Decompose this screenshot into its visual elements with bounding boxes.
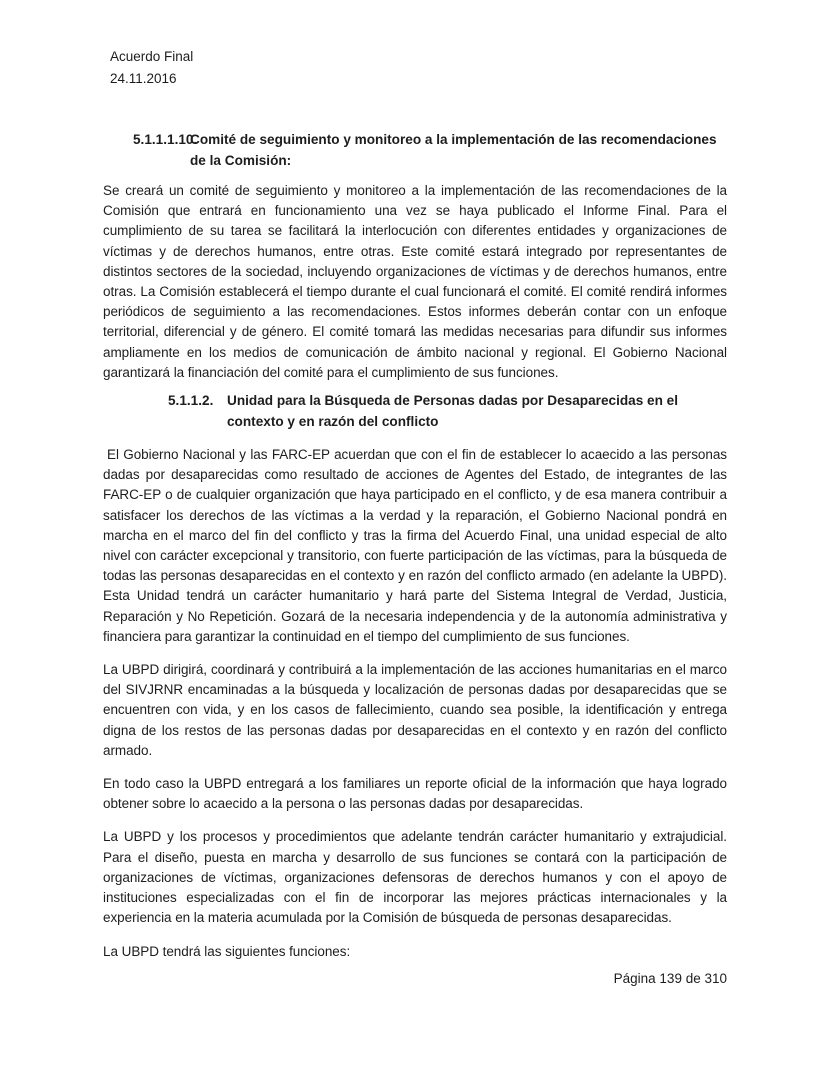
page-number: Página 139 de 310 <box>613 970 727 986</box>
document-body <box>103 130 727 989</box>
body-paragraph-1: Se creará un comité de seguimiento y monitoreo a la implementación de las recomendaciones de la Comisión que entrará en funcionamiento una vez se haya publicado el Informe Final. Para el cumplimiento de su tarea se facilitará la interlocución con diferentes entidades y organizaciones de víctimas y de derechos humanos, entre otras. Este comité estará integrado por representantes de distintos sectores de la sociedad, incluyendo organizaciones de víctimas y de derechos humanos, entre otras. La Comisión establecerá el tiempo durante el cual funcionará el comité. El comité rendirá informes periódicos de seguimiento a las recomendaciones. Estos informes deberán contar con un enfoque territorial, diferencial y de género. El comité tomará las medidas necesarias para difundir sus informes ampliamente en los medios de comunicación de ámbito nacional y regional. El Gobierno Nacional garantizará la financiación del comité para el cumplimiento de sus funciones. <box>103 183 727 380</box>
body-paragraph-6: La UBPD tendrá las siguientes funciones: <box>103 943 351 959</box>
document-header-date: 24.11.2016 <box>110 70 177 86</box>
section-heading-committee <box>133 130 727 171</box>
document-header <box>110 46 193 89</box>
body-paragraph-5: La UBPD y los procesos y procedimientos que adelante tendrán carácter humanitario y extrajudicial. Para el diseño, puesta en marcha y desarrollo de sus funciones se contará con la participación de organizaciones de víctimas, organizaciones defensoras de derechos humanos y con el apoyo de instituciones especializadas con el fin de incorporar las mejores prácticas internacionales y la experiencia en la materia acumulada por la Comisión de búsqueda de personas desaparecidas. <box>103 829 727 926</box>
body-paragraph-2: El Gobierno Nacional y las FARC-EP acuerdan que con el fin de establecer lo acaecido a las personas dadas por desaparecidas como resultado de acciones de Agentes del Estado, de integrantes de las FARC-EP o de cualquier organización que haya participado en el conflicto, y de esa manera contribuir a satisfacer los derechos de las víctimas a la verdad y la reparación, el Gobierno Nacional pondrá en marcha en el marco del fin del conflicto y tras la firma del Acuerdo Final, una unidad especial de alto nivel con carácter excepcional y transitorio, con fuerte participación de las víctimas, para la búsqueda de todas las personas desaparecidas en el contexto y en razón del conflicto armado (en adelante la UBPD). Esta Unidad tendrá un carácter humanitario y hará parte del Sistema Integral de Verdad, Justicia, Reparación y No Repetición. Gozará de la necesaria independencia y de la autonomía administrativa y financiera para garantizar la continuidad en el tiempo del cumplimiento de sus funciones. <box>103 447 727 644</box>
section-heading-ubpd <box>168 391 727 432</box>
section-number: 5.1.1.2. <box>168 393 214 409</box>
body-paragraph-3: La UBPD dirigirá, coordinará y contribuirá a la implementación de las acciones humanitarias en el marco del SIVJRNR encaminadas a la búsqueda y localización de personas dadas por desaparecidas que se encuentren con vida, y en los casos de fallecimiento, cuando sea posible, la identificación y entrega digna de los restos de las personas dadas por desaparecidas en el contexto y en razón del conflicto armado. <box>103 662 727 758</box>
section-number: 5.1.1.1.10. <box>133 132 198 147</box>
document-header-title: Acuerdo Final <box>110 49 194 64</box>
section-title: Unidad para la Búsqueda de Personas dadas por Desaparecidas en el contexto y en razón del conflicto <box>227 393 679 429</box>
body-paragraph-4: En todo caso la UBPD entregará a los familiares un reporte oficial de la información que haya logrado obtener sobre lo acaecido a la persona o las personas dadas por desaparecidas. <box>103 776 727 812</box>
section-title: Comité de seguimiento y monitoreo a la implementación de las recomendaciones de la Comisión: <box>190 132 717 168</box>
